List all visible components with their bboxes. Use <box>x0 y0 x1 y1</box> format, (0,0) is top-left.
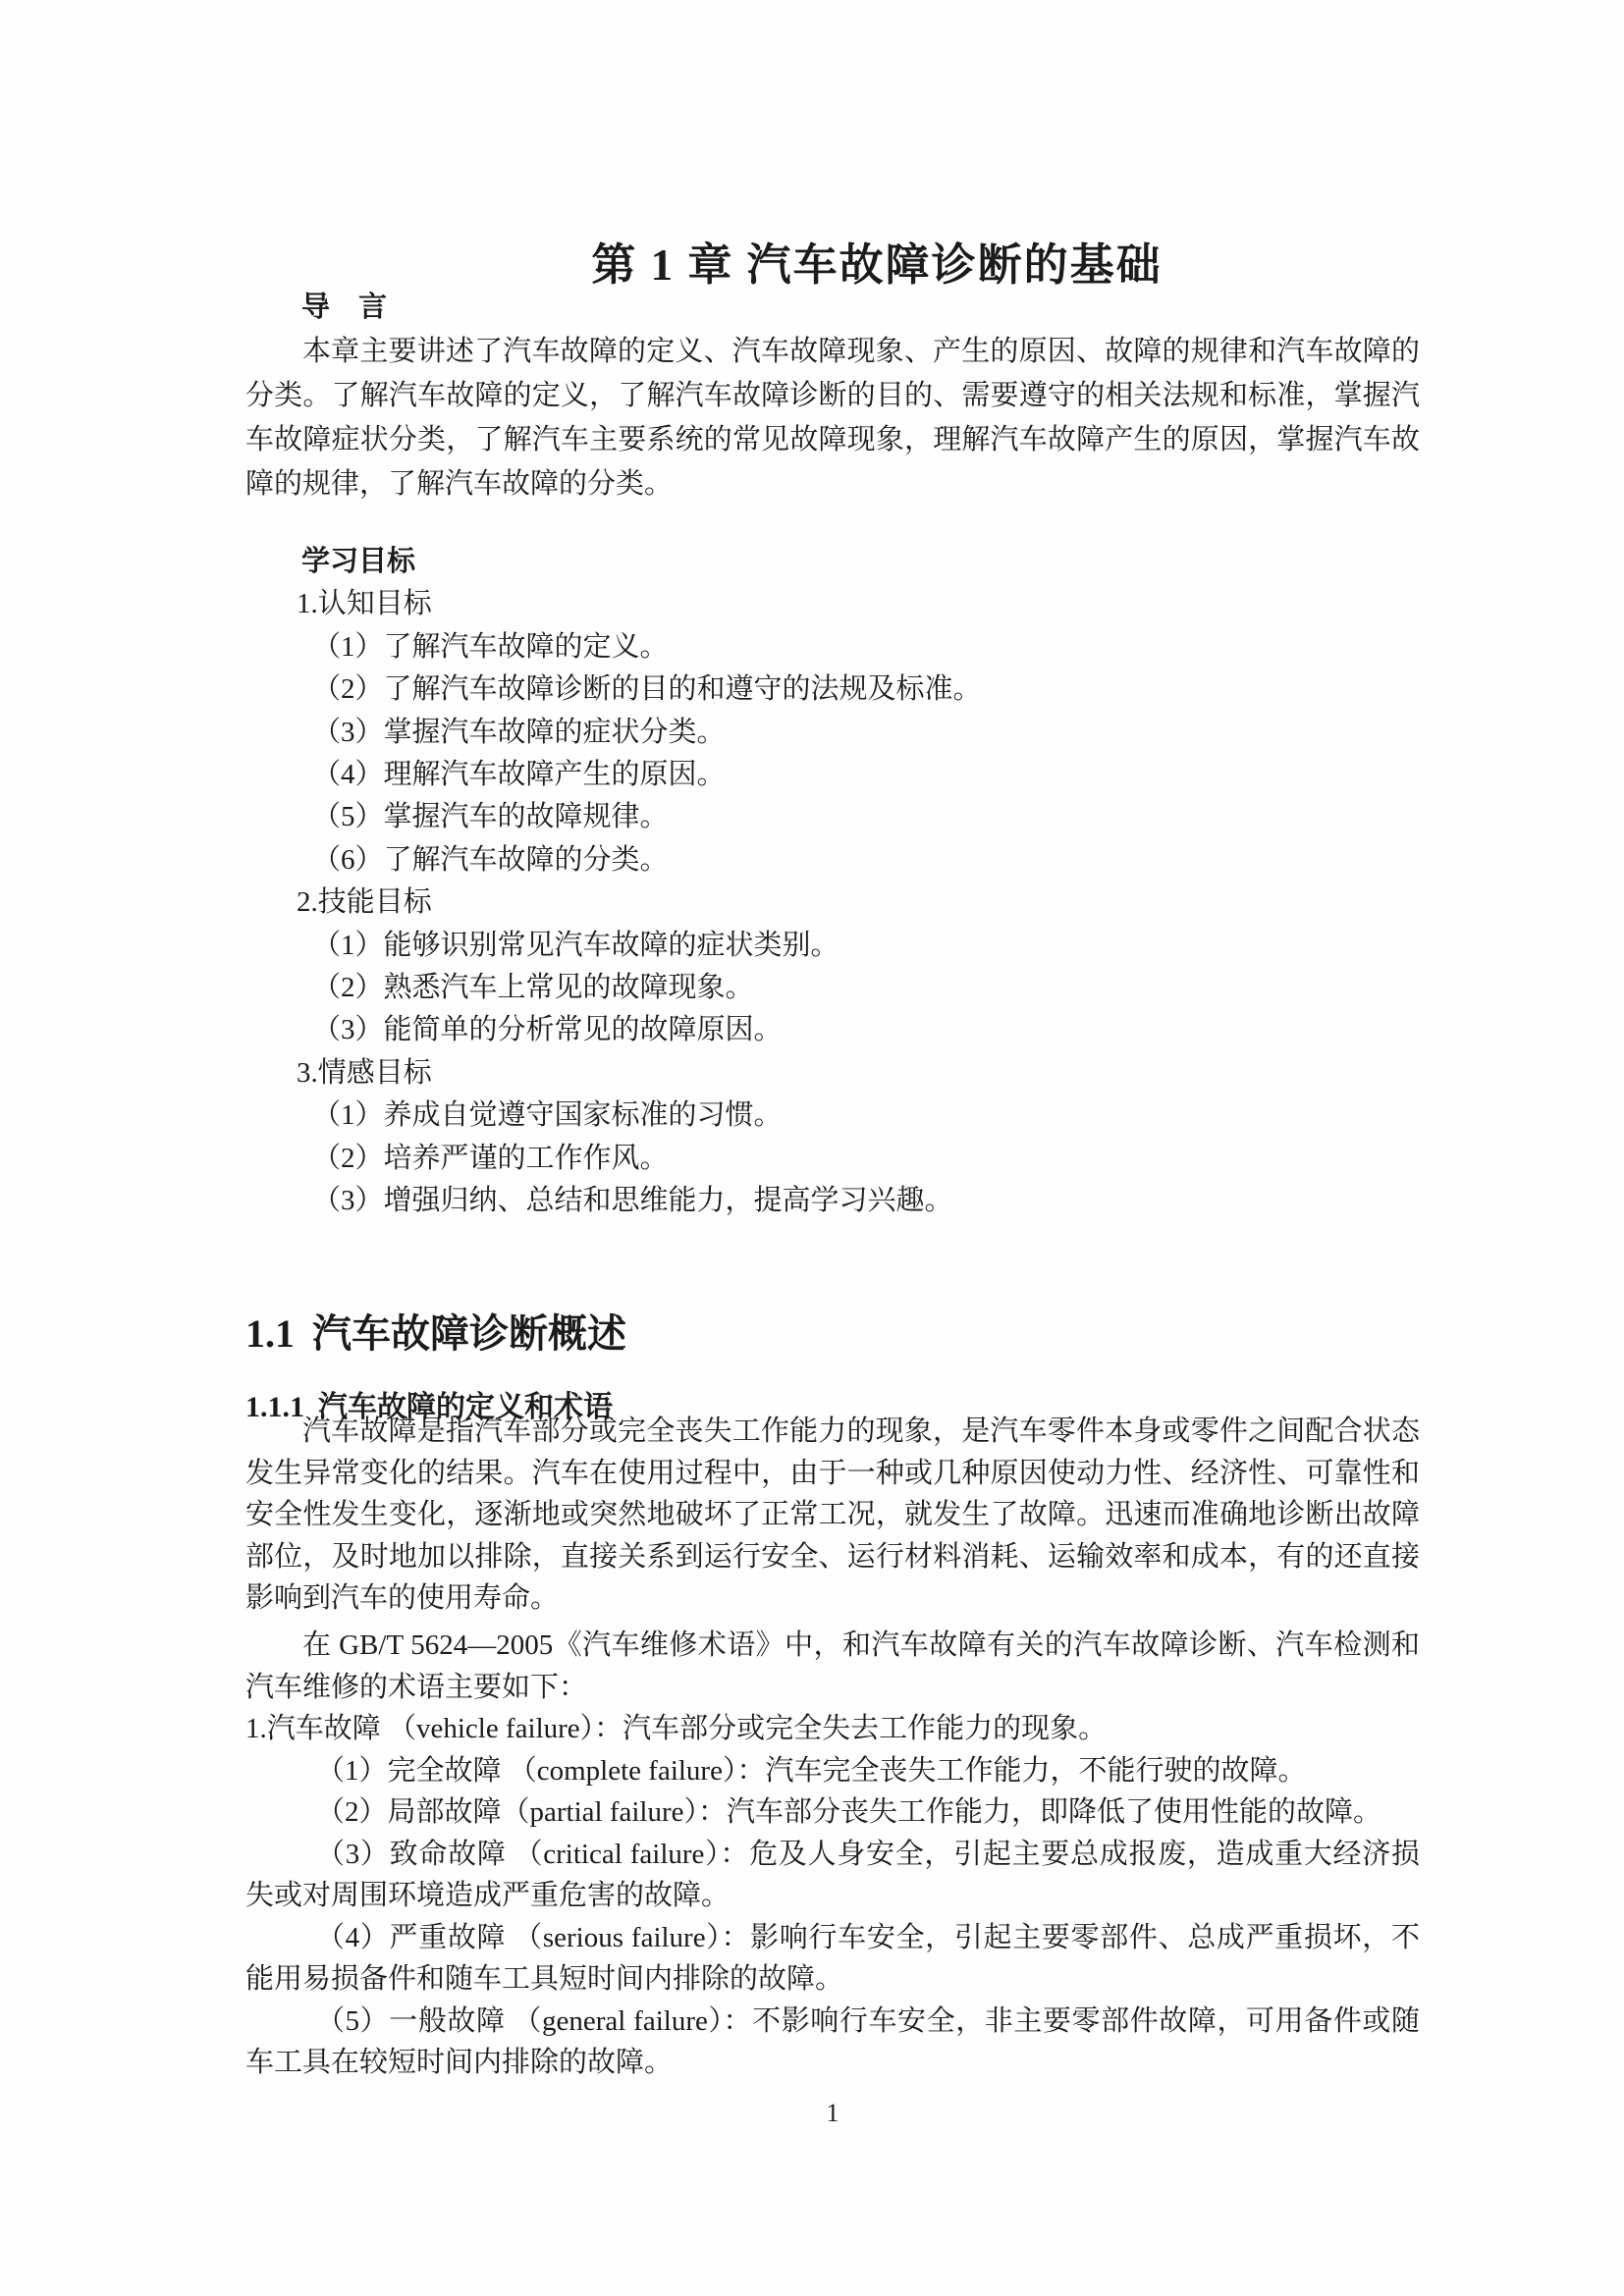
objective-item: （4）理解汽车故障产生的原因。 <box>312 759 726 791</box>
subsection-title: 汽车故障的定义和术语 <box>318 1391 613 1423</box>
term-complete-failure: （1）完全故障 （complete failure）：汽车完全丧失工作能力，不能行驶的故障。 <box>316 1754 1307 1787</box>
chapter-title: 第 1 章 汽车故障诊断的基础 <box>591 240 1163 291</box>
objectives-heading: 学习目标 <box>301 546 416 577</box>
objectives-group-3-label: 3.情感目标 <box>297 1056 432 1089</box>
objectives-group-2-label: 2.技能目标 <box>297 886 432 919</box>
foreword-heading: 导 言 <box>301 292 388 323</box>
objective-item: （1）了解汽车故障的定义。 <box>312 630 669 663</box>
objective-item: （2）培养严谨的工作作风。 <box>312 1142 669 1174</box>
page-number: 1 <box>826 2099 839 2127</box>
foreword-paragraph: 本章主要讲述了汽车故障的定义、汽车故障现象、产生的原因、故障的规律和汽车故障的分类。了解汽车故障的定义，了解汽车故障诊断的目的、需要遵守的相关法规和标准，掌握汽车故障症状分类，了解汽车主要系统的常见故障现象，理解汽车故障产生的原因，掌握汽车故障的规律，了解汽车故障的分类。 <box>245 336 1420 500</box>
section-number: 1.1 <box>245 1311 295 1357</box>
objective-item: （3）增强归纳、总结和思维能力，提高学习兴趣。 <box>312 1185 953 1217</box>
page-content <box>245 0 1420 2296</box>
objective-item: （5）掌握汽车的故障规律。 <box>312 801 669 833</box>
objective-item: （3）能简单的分析常见的故障原因。 <box>312 1014 783 1046</box>
objective-item: （2）了解汽车故障诊断的目的和遵守的法规及标准。 <box>312 673 982 706</box>
section-title: 汽车故障诊断概述 <box>312 1311 626 1357</box>
term-general-failure: （5）一般故障 （general failure）：不影响行车安全，非主要零部件故障，可用备件或随车工具在较短时间内排除的故障。 <box>245 2004 1420 2078</box>
section-heading <box>245 1311 626 1357</box>
body-paragraph-definition: 汽车故障是指汽车部分或完全丧失工作能力的现象，是汽车零件本身或零件之间配合状态发生异常变化的结果。汽车在使用过程中，由于一种或几种原因使动力性、经济性、可靠性和安全性发生变化，逐渐地或突然地破坏了正常工况，就发生了故障。迅速而准确地诊断出故障部位，及时地加以排除，直接关系到运行安全、运行材料消耗、运输效率和成本，有的还直接影响到汽车的使用寿命。 <box>245 1415 1420 1614</box>
objective-item: （6）了解汽车故障的分类。 <box>312 843 669 876</box>
objective-item: （3）掌握汽车故障的症状分类。 <box>312 716 726 748</box>
objective-item: （2）熟悉汽车上常见的故障现象。 <box>312 972 754 1004</box>
body-paragraph-standard-intro: 在 GB/T 5624—2005《汽车维修术语》中，和汽车故障有关的汽车故障诊断、汽车检测和汽车维修的术语主要如下： <box>245 1629 1420 1703</box>
learning-objectives <box>245 541 1420 1223</box>
term-partial-failure: （2）局部故障（partial failure）：汽车部分丧失工作能力，即降低了使用性能的故障。 <box>316 1796 1381 1828</box>
term-critical-failure: （3）致命故障 （critical failure）：危及人身安全，引起主要总成报废，造成重大经济损失或对周围环境造成严重危害的故障。 <box>245 1838 1420 1911</box>
term-vehicle-failure: 1.汽车故障 （vehicle failure）：汽车部分或完全失去工作能力的现象。 <box>245 1713 1108 1744</box>
objectives-group-1-label: 1.认知目标 <box>297 588 432 620</box>
objective-item: （1）能够识别常见汽车故障的症状类别。 <box>312 929 839 961</box>
objective-item: （1）养成自觉遵守国家标准的习惯。 <box>312 1099 783 1132</box>
subsection-number: 1.1.1 <box>245 1391 304 1423</box>
failure-terms-list <box>245 1708 1420 2084</box>
term-serious-failure: （4）严重故障 （serious failure）：影响行车安全，引起主要零部件、总成严重损坏，不能用易损备件和随车工具短时间内排除的故障。 <box>245 1921 1420 1995</box>
